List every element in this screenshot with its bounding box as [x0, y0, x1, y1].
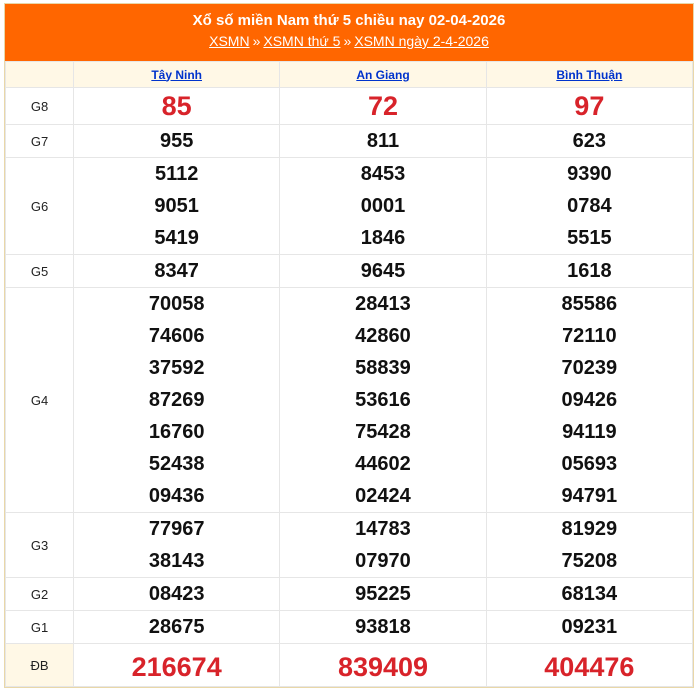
- prize-number: 74606: [148, 325, 205, 347]
- prize-cell: [280, 578, 486, 611]
- prize-number: 97: [574, 91, 605, 121]
- prize-cell: [280, 288, 486, 513]
- prize-number: 14783: [355, 518, 411, 540]
- prize-number: 37592: [148, 357, 205, 379]
- prize-number: 28675: [148, 616, 205, 638]
- prize-cell: [280, 158, 486, 255]
- prize-number: 0001: [360, 195, 406, 217]
- prize-row: [6, 88, 693, 125]
- prize-cell: [280, 644, 486, 687]
- prize-cell: [486, 611, 692, 644]
- prize-number: 09231: [561, 616, 618, 638]
- breadcrumb-separator: »: [343, 33, 352, 49]
- prize-number: 58839: [355, 357, 411, 379]
- prize-cell: [486, 288, 692, 513]
- prize-number: 811: [366, 130, 400, 152]
- prize-cell: [280, 611, 486, 644]
- prize-number: 08423: [148, 583, 205, 605]
- province-header: [74, 62, 280, 88]
- prize-cell: [74, 288, 280, 513]
- prize-number: 1846: [360, 227, 406, 249]
- results-body: [6, 88, 693, 687]
- lottery-results-panel: [4, 3, 694, 688]
- prize-cell: [280, 255, 486, 288]
- breadcrumb-xsmn-thu5-link[interactable]: XSMN thứ 5: [263, 33, 341, 49]
- results-table: [5, 61, 693, 687]
- breadcrumb: [5, 31, 693, 51]
- prize-number: 87269: [148, 389, 205, 411]
- prize-cell: [280, 125, 486, 158]
- prize-number: 623: [572, 130, 607, 152]
- prize-number: 404476: [544, 652, 635, 682]
- prize-number: 85: [161, 91, 192, 121]
- prize-label: G7: [6, 125, 74, 158]
- prize-cell: [486, 644, 692, 687]
- prize-number: 52438: [148, 453, 205, 475]
- prize-label: G2: [6, 578, 74, 611]
- prize-number: 0784: [567, 195, 612, 217]
- prize-number: 81929: [561, 518, 618, 540]
- prize-row: [6, 288, 693, 513]
- prize-number: 09436: [148, 485, 205, 507]
- prize-cell: [74, 611, 280, 644]
- prize-number: 94119: [562, 421, 617, 443]
- prize-number: 216674: [131, 652, 222, 682]
- prize-number: 8453: [360, 163, 406, 185]
- breadcrumb-xsmn-date-link[interactable]: XSMN ngày 2-4-2026: [354, 33, 489, 49]
- prize-number: 28413: [355, 293, 411, 315]
- prize-number: 5419: [154, 227, 199, 249]
- prize-number: 955: [159, 130, 194, 152]
- prize-number: 09426: [561, 389, 618, 411]
- prize-number: 8347: [154, 260, 199, 282]
- prize-number: 16760: [148, 421, 205, 443]
- province-link-an-giang[interactable]: An Giang: [356, 67, 410, 82]
- prize-number: 07970: [355, 550, 411, 572]
- prize-number: 53616: [355, 389, 411, 411]
- prize-label: G3: [6, 513, 74, 578]
- prize-label: G1: [6, 611, 74, 644]
- prize-number: 42860: [355, 325, 411, 347]
- prize-number: 02424: [355, 485, 411, 507]
- prize-cell: [74, 125, 280, 158]
- prize-number: 85586: [561, 293, 618, 315]
- prize-cell: [486, 125, 692, 158]
- results-header: [5, 4, 693, 61]
- prize-number: 9390: [567, 163, 612, 185]
- prize-row: [6, 611, 693, 644]
- prize-label: G6: [6, 158, 74, 255]
- prize-row: [6, 158, 693, 255]
- prize-cell: [486, 158, 692, 255]
- prize-number: 839409: [337, 652, 429, 682]
- prize-cell: [280, 513, 486, 578]
- prize-cell: [74, 578, 280, 611]
- results-title: Xổ số miền Nam thứ 5 chiều nay 02-04-2026: [192, 12, 506, 29]
- prize-cell: [74, 88, 280, 125]
- prize-column-header: [6, 62, 74, 88]
- prize-number: 68134: [561, 583, 618, 605]
- prize-row: [6, 513, 693, 578]
- prize-cell: [486, 255, 692, 288]
- prize-number: 05693: [561, 453, 618, 475]
- prize-number: 44602: [355, 453, 411, 475]
- prize-number: 38143: [148, 550, 205, 572]
- prize-number: 70239: [561, 357, 618, 379]
- prize-cell: [74, 513, 280, 578]
- province-header-row: [6, 62, 693, 88]
- prize-label: G4: [6, 288, 74, 513]
- prize-number: 94791: [561, 485, 618, 507]
- prize-row: [6, 125, 693, 158]
- prize-cell: [486, 578, 692, 611]
- prize-number: 75208: [561, 550, 618, 572]
- prize-number: 95225: [355, 583, 411, 605]
- prize-cell: [486, 88, 692, 125]
- prize-number: 72: [367, 91, 399, 121]
- prize-label: G5: [6, 255, 74, 288]
- prize-row: [6, 255, 693, 288]
- prize-label: ĐB: [6, 644, 74, 687]
- prize-cell: [74, 158, 280, 255]
- prize-number: 77967: [148, 518, 205, 540]
- prize-number: 70058: [148, 293, 205, 315]
- prize-row: [6, 644, 693, 687]
- prize-cell: [74, 255, 280, 288]
- province-link-tay-ninh[interactable]: Tây Ninh: [151, 67, 202, 82]
- prize-cell: [486, 513, 692, 578]
- prize-row: [6, 578, 693, 611]
- prize-number: 93818: [355, 616, 411, 638]
- province-header: [280, 62, 486, 88]
- prize-number: 72110: [562, 325, 617, 347]
- prize-number: 5515: [567, 227, 612, 249]
- prize-number: 5112: [154, 163, 199, 185]
- prize-cell: [280, 88, 486, 125]
- prize-number: 75428: [355, 421, 411, 443]
- prize-label: G8: [6, 88, 74, 125]
- prize-number: 9645: [360, 260, 406, 282]
- breadcrumb-separator: »: [252, 33, 261, 49]
- province-link-binh-thuan[interactable]: Bình Thuận: [556, 67, 623, 82]
- province-header: [486, 62, 692, 88]
- prize-number: 1618: [567, 260, 612, 282]
- prize-number: 9051: [154, 195, 199, 217]
- prize-cell: [74, 644, 280, 687]
- breadcrumb-xsmn-link[interactable]: XSMN: [209, 33, 250, 49]
